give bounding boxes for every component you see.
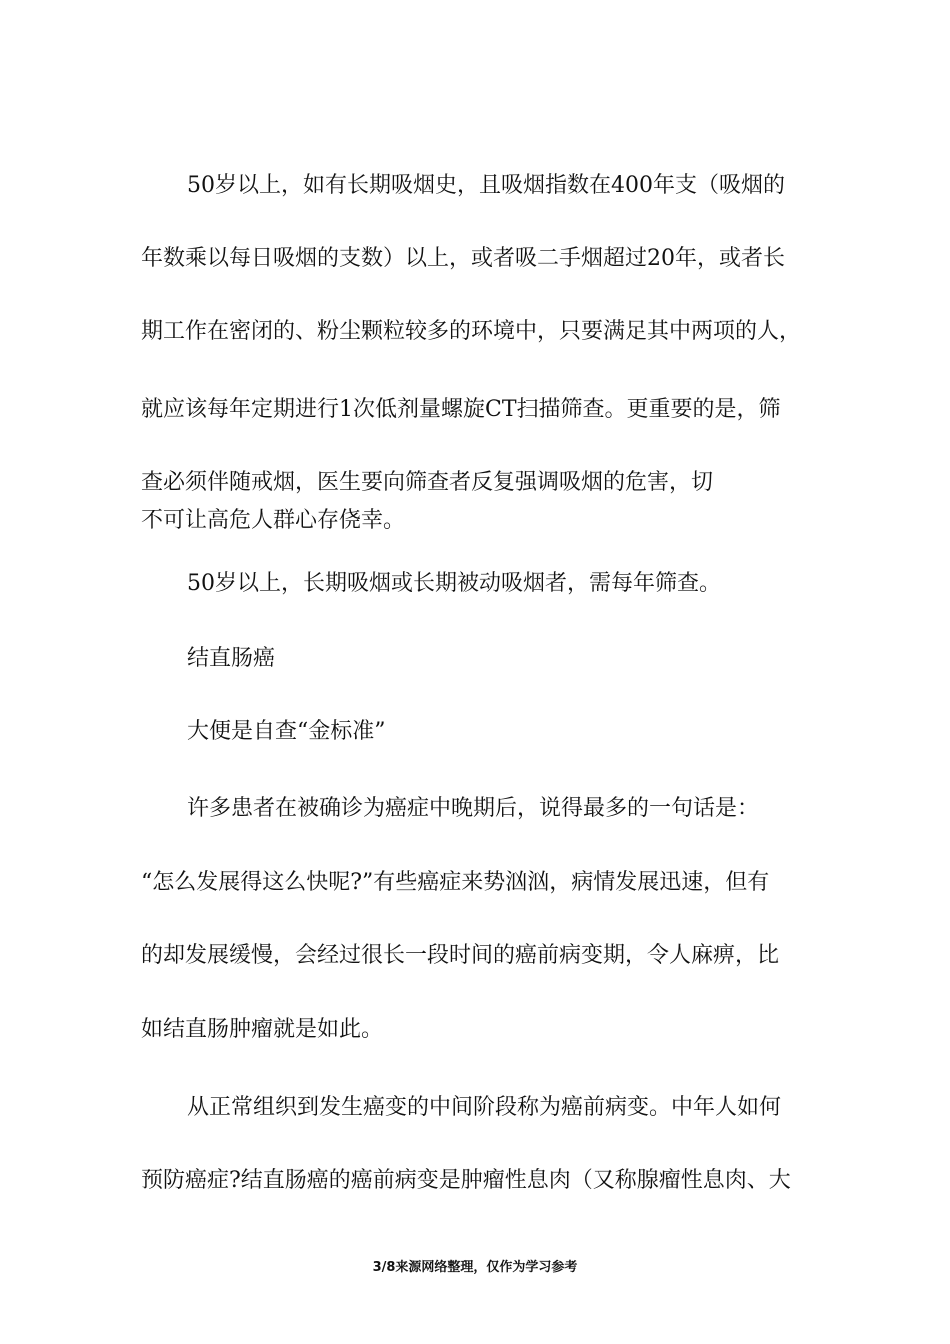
paragraph-line: 许多患者在被确诊为癌症中晚期后，说得最多的一句话是： [187,796,760,821]
page-footer: 3/8来源网络整理，仅作为学习参考 [372,1260,578,1275]
section-subheading: 大便是自查“金标准” [187,719,386,744]
paragraph-line: 年数乘以每日吸烟的支数）以上，或者吸二手烟超过20年，或者长 [141,246,785,271]
paragraph-line: 50岁以上，长期吸烟或长期被动吸烟者，需每年筛查。 [187,571,721,596]
paragraph-line: 就应该每年定期进行1次低剂量螺旋CT扫描筛查。更重要的是，筛 [141,397,781,422]
paragraph-line: 查必须伴随戒烟，医生要向筛查者反复强调吸烟的危害，切 [141,470,714,495]
paragraph-line: 的却发展缓慢，会经过很长一段时间的癌前病变期，令人麻痹，比 [141,943,780,968]
paragraph-line: 如结直肠肿瘤就是如此。 [141,1017,384,1042]
paragraph-line: “怎么发展得这么快呢?”有些癌症来势汹汹，病情发展迅速，但有 [141,870,770,895]
paragraph-line: 50岁以上，如有长期吸烟史，且吸烟指数在400年支（吸烟的 [187,173,785,198]
paragraph-line: 期工作在密闭的、粉尘颗粒较多的环境中，只要满足其中两项的人， [141,319,802,344]
paragraph-line: 不可让高危人群心存侥幸。 [141,508,406,533]
paragraph-line: 预防癌症?结直肠癌的癌前病变是肿瘤性息肉（又称腺瘤性息肉、大 [141,1168,791,1193]
paragraph-line: 从正常组织到发生癌变的中间阶段称为癌前病变。中年人如何 [187,1095,782,1120]
section-heading: 结直肠癌 [187,646,276,671]
